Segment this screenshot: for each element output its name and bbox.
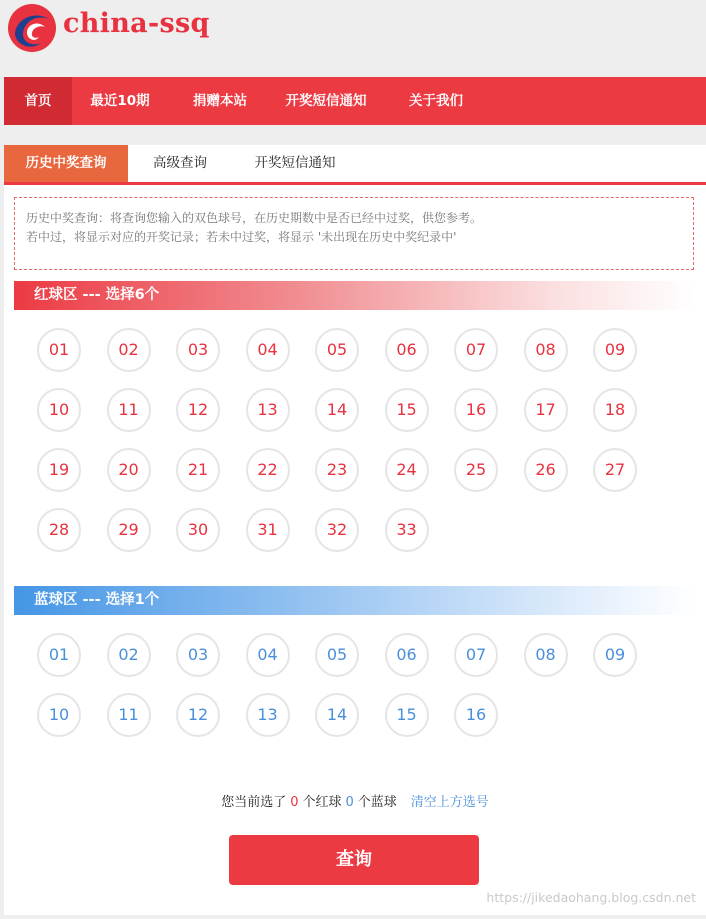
red-ball-11[interactable]: 11 <box>107 388 151 432</box>
blue-ball-03[interactable]: 03 <box>176 633 220 677</box>
red-ball-25[interactable]: 25 <box>454 448 498 492</box>
watermark: https://jikedaohang.blog.csdn.net <box>486 890 696 905</box>
red-ball-24[interactable]: 24 <box>385 448 429 492</box>
tab-history-query[interactable]: 历史中奖查询 <box>4 145 128 182</box>
red-ball-12[interactable]: 12 <box>176 388 220 432</box>
blue-unit: 个蓝球 <box>357 795 397 810</box>
blue-ball-10[interactable]: 10 <box>37 693 81 737</box>
red-ball-30[interactable]: 30 <box>176 508 220 552</box>
site-logo-text[interactable]: china-ssq <box>63 8 210 39</box>
red-ball-20[interactable]: 20 <box>107 448 151 492</box>
red-ball-01[interactable]: 01 <box>37 328 81 372</box>
blue-ball-16[interactable]: 16 <box>454 693 498 737</box>
blue-ball-09[interactable]: 09 <box>593 633 637 677</box>
nav-item-home[interactable]: 首页 <box>4 77 72 125</box>
red-ball-03[interactable]: 03 <box>176 328 220 372</box>
ssq-swirl-logo-icon[interactable] <box>7 3 57 53</box>
red-ball-27[interactable]: 27 <box>593 448 637 492</box>
red-ball-section-title: 红球区 --- 选择6个 <box>14 281 694 310</box>
red-ball-10[interactable]: 10 <box>37 388 81 432</box>
red-ball-08[interactable]: 08 <box>524 328 568 372</box>
red-unit: 个红球 <box>302 795 342 810</box>
blue-ball-05[interactable]: 05 <box>315 633 359 677</box>
blue-ball-15[interactable]: 15 <box>385 693 429 737</box>
nav-item-about[interactable]: 关于我们 <box>409 93 463 109</box>
red-ball-05[interactable]: 05 <box>315 328 359 372</box>
blue-ball-06[interactable]: 06 <box>385 633 429 677</box>
red-ball-22[interactable]: 22 <box>246 448 290 492</box>
red-ball-02[interactable]: 02 <box>107 328 151 372</box>
red-ball-23[interactable]: 23 <box>315 448 359 492</box>
blue-count: 0 <box>345 795 354 810</box>
blue-ball-14[interactable]: 14 <box>315 693 359 737</box>
red-ball-04[interactable]: 04 <box>246 328 290 372</box>
red-ball-07[interactable]: 07 <box>454 328 498 372</box>
header <box>0 0 706 76</box>
red-ball-16[interactable]: 16 <box>454 388 498 432</box>
selection-summary <box>4 793 706 813</box>
tab-bar <box>4 145 706 185</box>
tab-advanced-query[interactable]: 高级查询 <box>153 155 207 171</box>
red-ball-09[interactable]: 09 <box>593 328 637 372</box>
main-navbar <box>4 77 706 125</box>
notice-box <box>14 197 694 270</box>
blue-ball-11[interactable]: 11 <box>107 693 151 737</box>
nav-item-sms-notify[interactable]: 开奖短信通知 <box>285 93 367 109</box>
red-count: 0 <box>290 795 299 810</box>
red-ball-19[interactable]: 19 <box>37 448 81 492</box>
blue-ball-12[interactable]: 12 <box>176 693 220 737</box>
red-ball-13[interactable]: 13 <box>246 388 290 432</box>
query-button[interactable]: 查询 <box>229 835 479 885</box>
red-ball-29[interactable]: 29 <box>107 508 151 552</box>
red-ball-21[interactable]: 21 <box>176 448 220 492</box>
red-ball-31[interactable]: 31 <box>246 508 290 552</box>
red-ball-15[interactable]: 15 <box>385 388 429 432</box>
blue-ball-04[interactable]: 04 <box>246 633 290 677</box>
notice-line-2: 若中过，将显示对应的开奖记录；若未中过奖，将显示 '未出现在历史中奖纪录中' <box>26 230 457 244</box>
blue-ball-02[interactable]: 02 <box>107 633 151 677</box>
blue-ball-08[interactable]: 08 <box>524 633 568 677</box>
notice-line-1: 历史中奖查询：将查询您输入的双色球号，在历史期数中是否已经中过奖，供您参考。 <box>26 211 483 225</box>
tab-sms-notify[interactable]: 开奖短信通知 <box>254 155 336 171</box>
blue-ball-01[interactable]: 01 <box>37 633 81 677</box>
blue-ball-section-title: 蓝球区 --- 选择1个 <box>14 586 694 615</box>
red-ball-33[interactable]: 33 <box>385 508 429 552</box>
red-ball-26[interactable]: 26 <box>524 448 568 492</box>
red-ball-06[interactable]: 06 <box>385 328 429 372</box>
red-ball-14[interactable]: 14 <box>315 388 359 432</box>
red-ball-17[interactable]: 17 <box>524 388 568 432</box>
clear-selection-link[interactable]: 清空上方选号 <box>410 795 489 810</box>
blue-ball-07[interactable]: 07 <box>454 633 498 677</box>
nav-item-donate[interactable]: 捐赠本站 <box>193 93 247 109</box>
nav-item-recent-10[interactable]: 最近10期 <box>90 93 150 109</box>
red-ball-18[interactable]: 18 <box>593 388 637 432</box>
blue-ball-13[interactable]: 13 <box>246 693 290 737</box>
summary-prefix: 您当前选了 <box>221 795 287 810</box>
red-ball-32[interactable]: 32 <box>315 508 359 552</box>
query-panel <box>4 145 706 915</box>
red-ball-28[interactable]: 28 <box>37 508 81 552</box>
